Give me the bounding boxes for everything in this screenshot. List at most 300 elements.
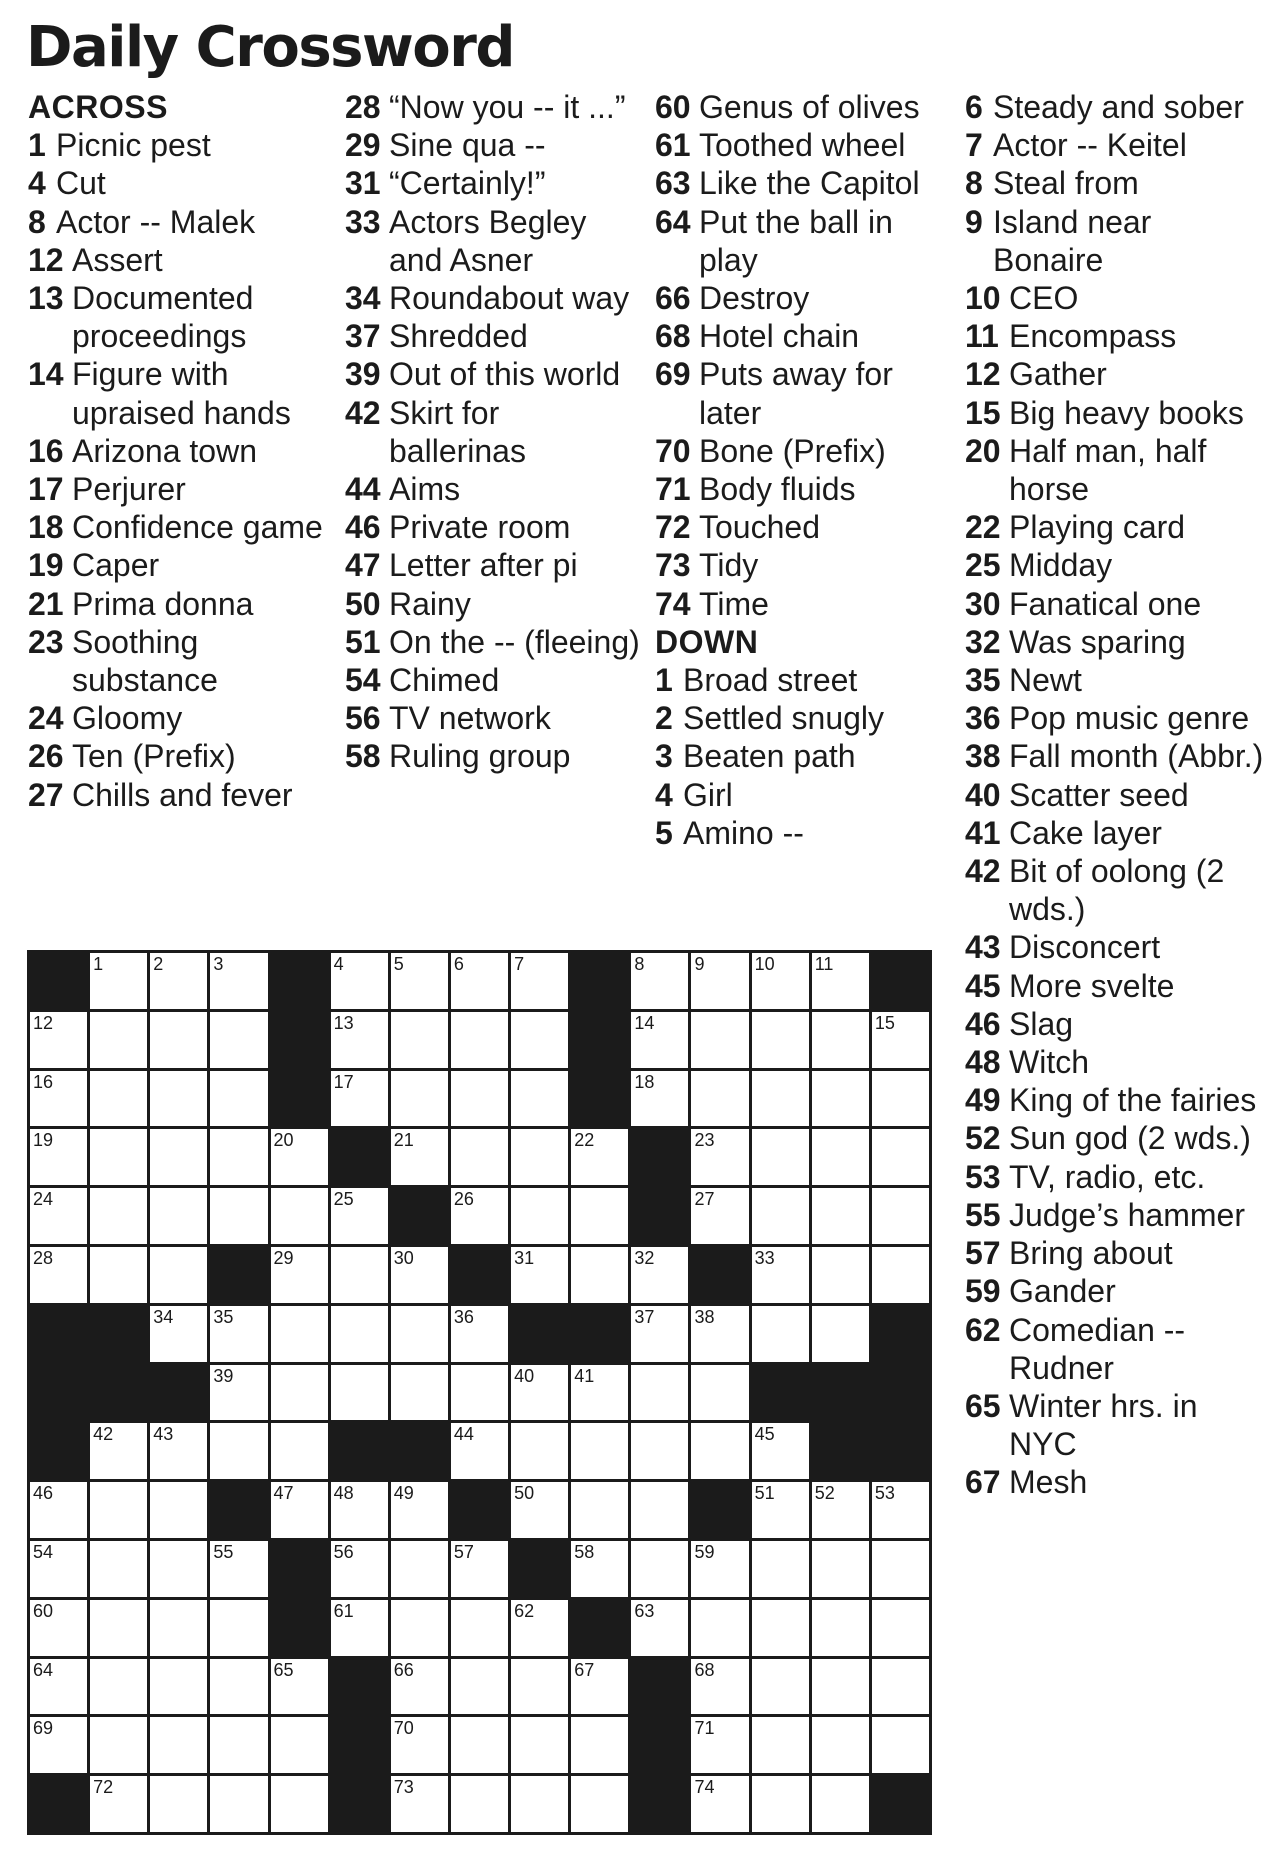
across-clue [28, 164, 328, 202]
clue-text: Chimed [389, 662, 500, 699]
grid-block [631, 1129, 688, 1185]
grid-cell[interactable] [210, 1012, 267, 1068]
grid-cell[interactable] [511, 1717, 568, 1773]
grid-cell[interactable] [150, 1071, 207, 1127]
grid-cell[interactable] [271, 1717, 328, 1773]
grid-cell[interactable] [812, 1600, 869, 1656]
grid-cell[interactable] [150, 1012, 207, 1068]
grid-cell[interactable] [90, 1188, 147, 1244]
down-clue [965, 279, 1265, 317]
grid-cell[interactable] [812, 1482, 869, 1538]
grid-cell[interactable] [30, 1247, 87, 1303]
grid-cell[interactable] [752, 1071, 809, 1127]
grid-cell[interactable] [872, 1188, 929, 1244]
grid-cell[interactable] [511, 1012, 568, 1068]
cell-number: 4 [333, 954, 344, 974]
grid-cell[interactable] [812, 1012, 869, 1068]
cell-number: 31 [514, 1247, 535, 1268]
down-clue [655, 814, 955, 852]
clue-number: 39 [345, 356, 381, 393]
grid-cell[interactable] [691, 1071, 748, 1127]
grid-cell[interactable] [752, 1776, 809, 1832]
clue-number: 28 [345, 89, 381, 125]
cell-number: 34 [153, 1306, 174, 1327]
clue-text: Steal from [993, 165, 1139, 202]
grid-cell[interactable] [391, 1247, 448, 1303]
clue-text: Half man, half horse [1009, 432, 1207, 508]
grid-cell[interactable] [90, 1423, 147, 1479]
grid-block [331, 1659, 388, 1715]
clue-number: 49 [965, 1082, 1001, 1119]
cell-number: 66 [393, 1659, 414, 1680]
cell-number: 21 [393, 1130, 414, 1151]
grid-block [30, 1365, 87, 1421]
grid-block [271, 1600, 328, 1656]
grid-cell[interactable] [872, 1717, 929, 1773]
clue-text: Documented proceedings [72, 280, 254, 355]
grid-block [90, 1365, 147, 1421]
clue-text: Picnic pest [56, 127, 211, 164]
grid-cell[interactable] [391, 1717, 448, 1773]
grid-cell[interactable] [752, 1659, 809, 1715]
clue-text: Was sparing [1009, 623, 1186, 660]
grid-cell[interactable] [331, 953, 388, 1009]
clue-number: 21 [28, 585, 64, 622]
grid-cell[interactable] [691, 1129, 748, 1185]
grid-cell[interactable] [571, 1365, 628, 1421]
grid-cell[interactable] [812, 1659, 869, 1715]
grid-cell[interactable] [511, 1247, 568, 1303]
clue-number: 18 [28, 509, 64, 546]
grid-cell[interactable] [872, 1541, 929, 1597]
grid-cell[interactable] [451, 1129, 508, 1185]
grid-cell[interactable] [752, 1541, 809, 1597]
grid-cell[interactable] [391, 1306, 448, 1362]
grid-cell[interactable] [571, 1776, 628, 1832]
grid-block [631, 1776, 688, 1832]
grid-cell[interactable] [90, 1600, 147, 1656]
grid-block [150, 1365, 207, 1421]
cell-number: 9 [694, 954, 705, 974]
grid-block [30, 953, 87, 1009]
grid-cell[interactable] [571, 1188, 628, 1244]
cell-number: 24 [33, 1189, 54, 1210]
down-clue [655, 699, 955, 737]
clue-text: On the -- (fleeing) [389, 623, 640, 660]
grid-cell[interactable] [150, 1423, 207, 1479]
clue-text: Encompass [1009, 318, 1177, 355]
grid-cell[interactable] [30, 1012, 87, 1068]
clue-text: Time [699, 585, 769, 622]
cell-number: 26 [453, 1189, 474, 1210]
grid-cell[interactable] [752, 953, 809, 1009]
grid-block [30, 1776, 87, 1832]
clue-text: Sun god (2 wds.) [1009, 1120, 1251, 1157]
grid-cell[interactable] [752, 1306, 809, 1362]
cell-number: 69 [33, 1718, 54, 1739]
grid-cell[interactable] [391, 1012, 448, 1068]
cell-number: 68 [694, 1659, 715, 1680]
grid-cell[interactable] [30, 1071, 87, 1127]
grid-cell[interactable] [571, 1659, 628, 1715]
clue-text: Disconcert [1009, 929, 1161, 966]
grid-cell[interactable] [812, 953, 869, 1009]
clue-text: Comedian -- Rudner [1009, 1311, 1186, 1386]
grid-block [331, 1717, 388, 1773]
grid-cell[interactable] [210, 1776, 267, 1832]
grid-cell[interactable] [271, 1365, 328, 1421]
grid-cell[interactable] [331, 1482, 388, 1538]
grid-cell[interactable] [812, 1071, 869, 1127]
clue-text: Playing card [1009, 509, 1186, 546]
grid-block [631, 1188, 688, 1244]
grid-cell[interactable] [752, 1423, 809, 1479]
grid-cell[interactable] [331, 1306, 388, 1362]
grid-cell[interactable] [271, 1129, 328, 1185]
grid-cell[interactable] [451, 1600, 508, 1656]
clue-number: 13 [28, 280, 64, 317]
grid-cell[interactable] [331, 1012, 388, 1068]
grid-cell[interactable] [150, 1129, 207, 1185]
clue-text: Perjurer [72, 471, 186, 508]
grid-cell[interactable] [331, 1541, 388, 1597]
grid-cell[interactable] [691, 1659, 748, 1715]
grid-cell[interactable] [451, 1306, 508, 1362]
grid-cell[interactable] [691, 1717, 748, 1773]
grid-cell[interactable] [150, 1717, 207, 1773]
across-clue [28, 585, 328, 623]
grid-cell[interactable] [210, 1659, 267, 1715]
clue-number: 20 [965, 432, 1001, 469]
grid-cell[interactable] [812, 1129, 869, 1185]
grid-cell[interactable] [571, 1541, 628, 1597]
grid-cell[interactable] [872, 1071, 929, 1127]
grid-cell[interactable] [30, 1482, 87, 1538]
grid-cell[interactable] [271, 1776, 328, 1832]
grid-cell[interactable] [90, 953, 147, 1009]
grid-cell[interactable] [451, 1659, 508, 1715]
grid-cell[interactable] [271, 1306, 328, 1362]
cell-number: 71 [694, 1718, 715, 1739]
grid-cell[interactable] [30, 1659, 87, 1715]
grid-cell[interactable] [511, 1365, 568, 1421]
cell-number: 39 [213, 1365, 234, 1386]
grid-cell[interactable] [150, 953, 207, 1009]
grid-cell[interactable] [872, 1600, 929, 1656]
grid-cell[interactable] [331, 1188, 388, 1244]
across-clue [28, 508, 328, 546]
grid-cell[interactable] [90, 1247, 147, 1303]
grid-cell[interactable] [451, 1541, 508, 1597]
clue-text: Girl [683, 776, 733, 813]
grid-cell[interactable] [631, 1306, 688, 1362]
across-clue [655, 203, 955, 279]
down-clue [965, 88, 1265, 126]
grid-cell[interactable] [511, 1659, 568, 1715]
grid-cell[interactable] [752, 1188, 809, 1244]
grid-cell[interactable] [752, 1717, 809, 1773]
grid-cell[interactable] [812, 1247, 869, 1303]
cell-number: 64 [33, 1659, 54, 1680]
grid-cell[interactable] [210, 1071, 267, 1127]
down-clue [965, 1005, 1265, 1043]
cell-number: 74 [694, 1777, 715, 1798]
grid-cell[interactable] [752, 1012, 809, 1068]
grid-cell[interactable] [210, 1717, 267, 1773]
grid-cell[interactable] [631, 1482, 688, 1538]
clue-text: Skirt for ballerinas [389, 394, 526, 469]
down-clue [965, 317, 1265, 355]
clue-number: 61 [655, 127, 691, 164]
grid-cell[interactable] [752, 1247, 809, 1303]
across-clue [28, 126, 328, 164]
clue-text: Island near Bonaire [993, 203, 1152, 278]
grid-cell[interactable] [451, 1071, 508, 1127]
cell-number: 67 [574, 1659, 595, 1680]
grid-cell[interactable] [210, 1188, 267, 1244]
grid-cell[interactable] [691, 1365, 748, 1421]
page-title: Daily Crossword [26, 15, 514, 80]
grid-cell[interactable] [210, 1600, 267, 1656]
grid-cell[interactable] [391, 1129, 448, 1185]
grid-cell[interactable] [210, 1423, 267, 1479]
cell-number: 40 [514, 1365, 535, 1386]
clue-text: Arizona town [72, 432, 257, 469]
grid-cell[interactable] [511, 953, 568, 1009]
grid-cell[interactable] [30, 1600, 87, 1656]
across-clue [345, 699, 645, 737]
grid-cell[interactable] [210, 1306, 267, 1362]
clue-number: 12 [965, 356, 1001, 393]
grid-cell[interactable] [391, 1776, 448, 1832]
grid-cell[interactable] [90, 1541, 147, 1597]
cell-number: 57 [453, 1541, 474, 1562]
grid-cell[interactable] [752, 1129, 809, 1185]
grid-block [872, 1365, 929, 1421]
clue-number: 62 [965, 1311, 1001, 1348]
clue-number: 25 [965, 547, 1001, 584]
grid-cell[interactable] [210, 1129, 267, 1185]
grid-cell[interactable] [631, 1071, 688, 1127]
clue-text: Amino -- [683, 814, 804, 851]
down-clue [965, 623, 1265, 661]
grid-cell[interactable] [872, 1659, 929, 1715]
grid-cell[interactable] [271, 1188, 328, 1244]
grid-cell[interactable] [391, 1541, 448, 1597]
grid-cell[interactable] [90, 1659, 147, 1715]
grid-cell[interactable] [451, 953, 508, 1009]
grid-cell[interactable] [90, 1012, 147, 1068]
grid-cell[interactable] [691, 1600, 748, 1656]
grid-cell[interactable] [210, 953, 267, 1009]
grid-cell[interactable] [451, 1717, 508, 1773]
grid-cell[interactable] [511, 1188, 568, 1244]
grid-cell[interactable] [150, 1247, 207, 1303]
grid-cell[interactable] [150, 1776, 207, 1832]
grid-cell[interactable] [30, 1717, 87, 1773]
grid-cell[interactable] [331, 1600, 388, 1656]
grid-cell[interactable] [511, 1482, 568, 1538]
grid-cell[interactable] [511, 1423, 568, 1479]
grid-cell[interactable] [691, 953, 748, 1009]
grid-cell[interactable] [331, 1071, 388, 1127]
grid-cell[interactable] [752, 1600, 809, 1656]
grid-cell[interactable] [451, 1012, 508, 1068]
grid-cell[interactable] [691, 1012, 748, 1068]
grid-cell[interactable] [150, 1600, 207, 1656]
cell-number: 2 [153, 954, 164, 974]
grid-cell[interactable] [691, 1776, 748, 1832]
grid-cell[interactable] [150, 1188, 207, 1244]
grid-block [511, 1306, 568, 1362]
grid-cell[interactable] [331, 1365, 388, 1421]
down-clue [965, 814, 1265, 852]
grid-cell[interactable] [872, 1247, 929, 1303]
grid-cell[interactable] [391, 1482, 448, 1538]
grid-cell[interactable] [571, 1423, 628, 1479]
grid-cell[interactable] [391, 1365, 448, 1421]
clue-number: 23 [28, 623, 64, 660]
grid-cell[interactable] [812, 1306, 869, 1362]
clue-number: 66 [655, 280, 691, 317]
grid-cell[interactable] [30, 1188, 87, 1244]
cell-number: 65 [273, 1659, 294, 1680]
grid-cell[interactable] [812, 1541, 869, 1597]
grid-cell[interactable] [691, 1541, 748, 1597]
down-clue [965, 1234, 1265, 1272]
grid-cell[interactable] [271, 1423, 328, 1479]
clue-number: 33 [345, 203, 381, 240]
clue-text: Newt [1009, 662, 1082, 699]
grid-cell[interactable] [691, 1306, 748, 1362]
grid-block [631, 1717, 688, 1773]
grid-cell[interactable] [451, 1188, 508, 1244]
down-clue [965, 1463, 1265, 1501]
grid-cell[interactable] [511, 1776, 568, 1832]
grid-cell[interactable] [30, 1129, 87, 1185]
clue-number: 1 [655, 662, 673, 699]
grid-cell[interactable] [812, 1776, 869, 1832]
grid-cell[interactable] [631, 1541, 688, 1597]
grid-block [812, 1365, 869, 1421]
down-clue [965, 928, 1265, 966]
grid-cell[interactable] [271, 1482, 328, 1538]
grid-cell[interactable] [150, 1659, 207, 1715]
across-clue [655, 317, 955, 355]
grid-cell[interactable] [872, 1482, 929, 1538]
grid-cell[interactable] [150, 1482, 207, 1538]
grid-cell[interactable] [511, 1129, 568, 1185]
down-clue [965, 203, 1265, 279]
grid-cell[interactable] [90, 1129, 147, 1185]
grid-cell[interactable] [391, 1071, 448, 1127]
grid-cell[interactable] [571, 1482, 628, 1538]
grid-cell[interactable] [451, 1365, 508, 1421]
clue-text: Fanatical one [1009, 585, 1202, 622]
grid-cell[interactable] [872, 1129, 929, 1185]
down-clue [965, 546, 1265, 584]
clue-text: Settled snugly [683, 700, 885, 737]
grid-cell[interactable] [571, 1129, 628, 1185]
clue-number: 55 [965, 1196, 1001, 1233]
grid-cell[interactable] [391, 1659, 448, 1715]
clue-text: Slag [1009, 1005, 1074, 1042]
grid-cell[interactable] [571, 1247, 628, 1303]
clue-number: 35 [965, 662, 1001, 699]
grid-cell[interactable] [271, 1247, 328, 1303]
grid-cell[interactable] [511, 1071, 568, 1127]
clue-number: 11 [965, 318, 999, 355]
across-clue [345, 88, 645, 126]
grid-cell[interactable] [150, 1306, 207, 1362]
across-clue [28, 470, 328, 508]
clue-number: 22 [965, 509, 1001, 546]
clue-number: 31 [345, 165, 381, 202]
grid-cell[interactable] [451, 1776, 508, 1832]
clue-text: Pop music genre [1009, 700, 1250, 737]
grid-cell[interactable] [631, 953, 688, 1009]
clue-number: 3 [655, 738, 673, 775]
cell-number: 62 [514, 1600, 535, 1621]
grid-cell[interactable] [631, 1365, 688, 1421]
across-clue [655, 470, 955, 508]
grid-cell[interactable] [150, 1541, 207, 1597]
clue-text: Bring about [1009, 1235, 1173, 1272]
grid-cell[interactable] [210, 1541, 267, 1597]
grid-cell[interactable] [631, 1600, 688, 1656]
grid-cell[interactable] [571, 1717, 628, 1773]
down-clue [965, 164, 1265, 202]
down-clue [965, 394, 1265, 432]
grid-cell[interactable] [391, 1600, 448, 1656]
grid-cell[interactable] [691, 1423, 748, 1479]
cell-number: 60 [33, 1600, 54, 1621]
clue-number: 4 [28, 165, 46, 202]
clue-text: Tidy [699, 547, 759, 584]
grid-cell[interactable] [331, 1247, 388, 1303]
clue-text: Hotel chain [699, 318, 860, 355]
grid-cell[interactable] [451, 1423, 508, 1479]
grid-cell[interactable] [30, 1541, 87, 1597]
grid-cell[interactable] [631, 1247, 688, 1303]
grid-cell[interactable] [872, 1012, 929, 1068]
clue-text: Shredded [389, 318, 528, 355]
across-clue [655, 508, 955, 546]
grid-cell[interactable] [90, 1717, 147, 1773]
clue-number: 65 [965, 1387, 1001, 1424]
grid-cell[interactable] [391, 953, 448, 1009]
clue-number: 44 [345, 471, 381, 508]
grid-cell[interactable] [90, 1776, 147, 1832]
grid-cell[interactable] [271, 1659, 328, 1715]
across-clue [655, 88, 955, 126]
grid-cell[interactable] [511, 1600, 568, 1656]
clue-text: Rainy [389, 585, 471, 622]
grid-cell[interactable] [90, 1071, 147, 1127]
grid-cell[interactable] [210, 1365, 267, 1421]
down-clue [965, 776, 1265, 814]
grid-cell[interactable] [752, 1482, 809, 1538]
across-clue [345, 508, 645, 546]
clue-text: Puts away for later [699, 356, 893, 431]
grid-cell[interactable] [631, 1012, 688, 1068]
grid-cell[interactable] [691, 1188, 748, 1244]
grid-cell[interactable] [812, 1188, 869, 1244]
grid-cell[interactable] [90, 1482, 147, 1538]
grid-cell[interactable] [631, 1423, 688, 1479]
grid-cell[interactable] [812, 1717, 869, 1773]
clue-number: 43 [965, 929, 1001, 966]
